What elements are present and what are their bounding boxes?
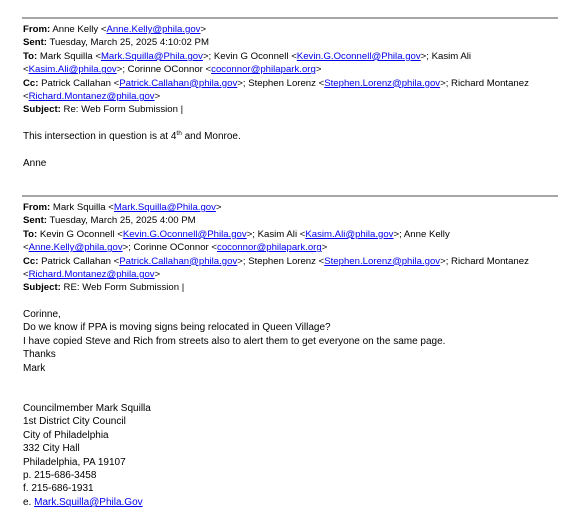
body-line: Do we know if PPA is moving signs being relocated in Queen Village? <box>23 322 331 334</box>
email-1-header <box>23 23 563 117</box>
body-text: This intersection in question is at 4 <box>23 131 177 142</box>
cc-email-link[interactable]: Patrick.Callahan@phila.gov <box>119 77 238 89</box>
body-line <box>23 130 563 143</box>
to-text: >; Corinne OConnor < <box>116 64 212 76</box>
email-2-separator <box>22 195 558 197</box>
cc-email-link[interactable]: Stephen.Lorenz@phila.gov <box>324 255 441 267</box>
subject-label: Subject: <box>23 282 61 294</box>
signature-email-link[interactable]: Mark.Squilla@Phila.Gov <box>34 496 143 508</box>
body-line: Thanks <box>23 349 56 361</box>
cc-email-link[interactable]: Patrick.Callahan@phila.gov <box>119 255 238 267</box>
cc-line-continued <box>23 90 563 103</box>
to-line <box>23 228 563 241</box>
email-1-separator <box>22 17 558 19</box>
cc-text: >; Stephen Lorenz < <box>237 77 325 89</box>
cc-email-link[interactable]: Richard.Montanez@phila.gov <box>28 269 155 281</box>
to-email-link[interactable]: coconnor@philapark.org <box>217 242 322 254</box>
to-line-continued <box>23 241 563 254</box>
from-close: > <box>215 202 222 213</box>
cc-label: Cc: <box>23 255 39 267</box>
sent-label: Sent: <box>23 215 47 227</box>
subject-line <box>23 103 563 116</box>
to-text: < <box>23 64 29 76</box>
email-2-signature <box>23 402 563 509</box>
body-line: Mark <box>23 362 46 374</box>
sent-label: Sent: <box>23 37 47 49</box>
body-text: and Monroe. <box>181 131 241 142</box>
signature-line: 332 City Hall <box>23 443 80 455</box>
signature-email-prefix: e. <box>23 496 35 508</box>
from-email-link[interactable]: Mark.Squilla@Phila.gov <box>113 202 216 213</box>
to-email-link[interactable]: Kevin.G.Oconnell@Phila.gov <box>296 50 421 62</box>
cc-email-link[interactable]: Richard.Montanez@phila.gov <box>28 91 155 103</box>
to-text: > <box>321 242 328 254</box>
signature-line: Councilmember Mark Squilla <box>23 403 151 414</box>
to-label: To: <box>23 50 38 62</box>
cc-text: > <box>154 91 161 103</box>
signature-line: f. 215-686-1931 <box>23 483 94 495</box>
subject-line <box>23 281 563 294</box>
email-2-body <box>23 308 563 375</box>
subject-label: Subject: <box>23 104 61 116</box>
to-line-continued <box>23 63 563 76</box>
body-line: I have copied Steve and Rich from streets also to alert them to get everyone on the same page. <box>23 335 446 347</box>
from-name: Mark Squilla < <box>52 202 114 213</box>
sent-line <box>23 214 563 227</box>
from-label: From: <box>23 24 51 35</box>
cc-text: < <box>23 269 29 281</box>
cc-text: >; Richard Montanez <box>440 255 529 267</box>
to-line <box>23 50 563 63</box>
sent-value: Tuesday, March 25, 2025 4:00 PM <box>49 215 196 227</box>
signoff: Anne <box>23 157 47 169</box>
to-email-link[interactable]: Kasim.Ali@phila.gov <box>28 64 117 76</box>
to-text: >; Anne Kelly <box>393 228 450 240</box>
cc-line-continued <box>23 268 563 281</box>
cc-label: Cc: <box>23 77 39 89</box>
to-text: >; Kasim Ali <box>420 50 472 62</box>
cc-text: < <box>23 91 29 103</box>
sent-line <box>23 36 563 49</box>
to-text: >; Corinne OConnor < <box>122 242 218 254</box>
signature-line: Philadelphia, PA 19107 <box>23 456 126 468</box>
ordinal-suffix: th <box>176 130 182 137</box>
cc-line <box>23 77 563 90</box>
to-email-link[interactable]: coconnor@philapark.org <box>211 64 316 76</box>
cc-email-link[interactable]: Stephen.Lorenz@phila.gov <box>324 77 441 89</box>
from-email-link[interactable]: Anne.Kelly@phila.gov <box>106 24 201 35</box>
signature-line: 1st District City Council <box>23 416 126 428</box>
to-text: Mark Squilla < <box>39 50 101 62</box>
signature-line: p. 215-686-3458 <box>23 470 97 482</box>
cc-text: Patrick Callahan < <box>41 255 120 267</box>
to-text: >; Kasim Ali < <box>246 228 306 240</box>
from-line <box>23 201 563 214</box>
subject-value: RE: Web Form Submission | <box>63 282 185 294</box>
signature-email-line <box>23 496 563 509</box>
to-email-link[interactable]: Kasim.Ali@phila.gov <box>305 228 394 240</box>
to-text: < <box>23 242 29 254</box>
from-close: > <box>200 24 207 35</box>
from-label: From: <box>23 202 51 213</box>
sent-value: Tuesday, March 25, 2025 4:10:02 PM <box>49 37 209 49</box>
to-email-link[interactable]: Kevin.G.Oconnell@Phila.gov <box>122 228 247 240</box>
email-2-header <box>23 201 563 295</box>
to-text: >; Kevin G Oconnell < <box>202 50 297 62</box>
to-email-link[interactable]: Anne.Kelly@phila.gov <box>28 242 123 254</box>
cc-line <box>23 255 563 268</box>
email-1-body <box>23 130 563 170</box>
cc-text: >; Stephen Lorenz < <box>237 255 325 267</box>
to-label: To: <box>23 228 38 240</box>
to-text: Kevin G Oconnell < <box>39 228 123 240</box>
cc-text: Patrick Callahan < <box>41 77 120 89</box>
subject-value: Re: Web Form Submission | <box>63 104 184 116</box>
body-line: Corinne, <box>23 309 61 320</box>
to-text: > <box>315 64 322 76</box>
cc-text: > <box>154 269 161 281</box>
signature-line: City of Philadelphia <box>23 429 109 441</box>
cc-text: >; Richard Montanez <box>440 77 529 89</box>
from-line <box>23 23 563 36</box>
to-email-link[interactable]: Mark.Squilla@Phila.gov <box>100 50 203 62</box>
from-name: Anne Kelly < <box>52 24 107 35</box>
